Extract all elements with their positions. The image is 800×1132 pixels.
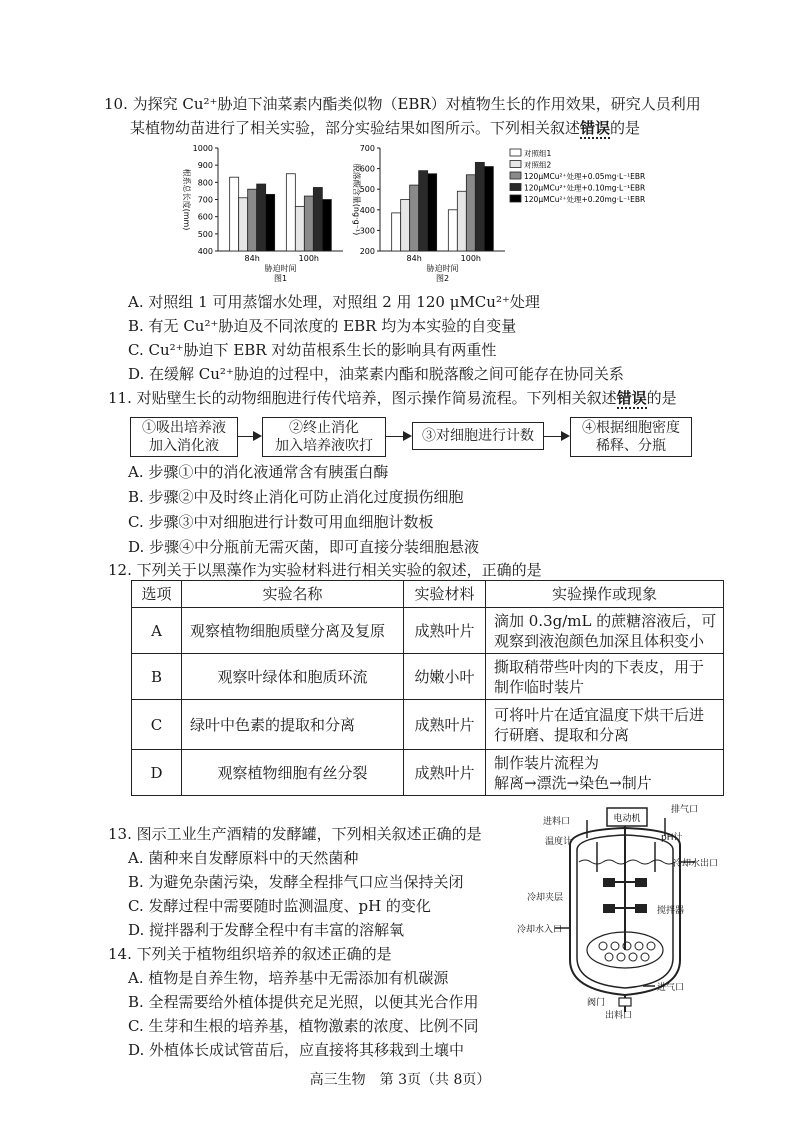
page-footer: 高三生物 第 3页（共 8页） [309,1072,491,1088]
y-tick-label: 400 [197,247,213,256]
q10-stem-line1: 10. 为探究 Cu²⁺胁迫下油菜素内酯类似物（EBR）对植物生长的作用效果，研究人员利用 [104,95,701,113]
bar [304,196,313,251]
q12-stem: 12. 下列关于以黑藻作为实验材料进行相关实验的叙述，正确的是 [108,561,542,579]
q13-stem: 13. 图示工业生产酒精的发酵罐，下列相关叙述正确的是 [108,825,482,843]
flow-step-4 [570,417,692,457]
bar [286,174,295,251]
x-tick-label: 100h [298,254,320,263]
q11-stem-end: 的是 [646,389,677,407]
flow-step-1 [130,417,238,457]
row-operation-line1: 制作装片流程为 [494,753,600,772]
y-tick-label: 700 [197,195,213,205]
label-discharge: 出料口 [605,1011,633,1020]
x-tick-label: 84h [406,254,422,263]
y-tick-label: 300 [359,226,375,236]
chart-fig2 [352,144,505,283]
label-air-in: 进气口 [657,983,685,993]
y-tick-label: 500 [359,185,375,195]
bar [419,171,428,251]
row-operation-line1: 撕取稍带些叶肉的下表皮，用于 [494,657,705,676]
bar [457,191,466,251]
table-header-row [132,581,724,608]
flow-step-4-line1: ④根据细胞密度 [582,420,680,436]
q10-option-b: B. 有无 Cu²⁺胁迫及不同浓度的 EBR 均为本实验的自变量 [128,317,517,335]
bar [230,177,239,251]
row-name: 观察植物细胞有丝分裂 [182,750,404,796]
table-row [132,700,724,750]
x-axis-label: 胁迫时间 [426,264,459,273]
chart-title: 图1 [273,274,288,283]
q13-option-a: A. 菌种来自发酵原料中的天然菌种 [128,849,359,867]
y-tick-label: 600 [197,212,213,222]
q13-option-d: D. 搅拌器利于发酵全程中有丰富的溶解氧 [128,921,405,939]
q14-option-a: A. 植物是自养生物，培养基中无需添加有机碳源 [128,969,449,987]
header-operation: 实验操作或现象 [486,581,724,608]
bar [466,175,475,251]
blade-icon [635,878,647,887]
bar [410,185,419,251]
row-operation-line1: 滴加 0.3g/mL 的蔗糖溶液后，可 [494,611,717,630]
flow-arrow-1 [238,436,260,437]
blade-icon [603,878,615,887]
q10-stem-end: 的是 [610,119,641,137]
flow-step-3 [412,422,544,450]
q13-option-c: C. 发酵过程中需要随时监测温度、pH 的变化 [128,897,431,915]
row-option: C [132,700,182,750]
q10-option-d: D. 在缓解 Cu²⁺胁迫的过程中，油菜素内酯和脱落酸之间可能存在协同关系 [128,365,624,383]
label-cooling-out: 冷却水出口 [673,859,719,869]
legend-label: 120μMCu²⁺处理+0.05mg·L⁻¹EBR [524,172,646,181]
legend-label: 120μMCu²⁺处理+0.20mg·L⁻¹EBR [524,195,646,204]
bar [239,198,248,251]
table-row [132,750,724,796]
fermenter-diagram [515,800,725,1020]
bar [448,210,457,251]
row-name: 观察叶绿体和胞质环流 [182,654,404,700]
bar [266,194,275,251]
legend-label: 对照组2 [524,160,552,170]
q14-option-c: C. 生芽和生根的培养基，植物激素的浓度、比例不同 [128,1017,479,1035]
y-tick-label: 900 [197,161,213,171]
label-feed: 进料口 [543,817,571,827]
bar [313,187,322,251]
row-name: 观察植物细胞质壁分离及复原 [182,608,404,654]
row-material: 成熟叶片 [404,750,486,796]
header-option: 选项 [132,581,182,608]
y-axis-label: 根系总长度(mm) [182,168,191,231]
row-operation [486,608,724,654]
row-option: D [132,750,182,796]
flow-step-2-line2: 加入培养液吹打 [275,438,373,454]
legend-swatch [510,149,521,156]
flow-step-3-line1: ③对细胞进行计数 [422,428,534,444]
label-ph: pH计 [661,833,683,843]
header-name: 实验名称 [182,581,404,608]
legend-swatch [510,161,521,168]
q11-emphasis: 错误 [616,389,647,407]
x-tick-label: 84h [244,254,260,263]
flow-step-2-line1: ②终止消化 [289,420,359,436]
row-operation-line2: 观察到液泡颜色加深且体积变小 [494,631,705,650]
row-operation [486,750,724,796]
row-option: A [132,608,182,654]
flow-step-4-line2: 稀释、分瓶 [596,438,666,454]
legend-swatch [510,184,521,191]
bar [401,200,410,252]
q10-figure [180,143,650,293]
flow-step-1-line2: 加入消化液 [149,438,219,454]
chart-title: 图2 [435,274,450,283]
q10-option-a: A. 对照组 1 可用蒸馏水处理，对照组 2 用 120 μMCu²⁺处理 [128,293,540,311]
valve-icon [619,998,631,1006]
bar [257,184,266,251]
y-tick-label: 400 [359,205,375,215]
y-tick-label: 800 [197,178,213,188]
label-jacket: 冷却夹层 [527,893,564,903]
flow-step-2 [262,417,386,457]
q10-stem-text: 某植物幼苗进行了相关实验，部分实验结果如图所示。下列相关叙述 [130,119,581,137]
bar [322,200,331,252]
q10-stem-line2 [130,118,640,138]
row-name: 绿叶中色素的提取和分离 [182,700,404,750]
label-stirrer: 搅拌器 [657,906,685,916]
row-operation [486,654,724,700]
q12-table [131,580,724,796]
q11-option-c: C. 步骤③中对细胞进行计数可用血细胞计数板 [128,513,434,531]
q13-option-b: B. 为避免杂菌污染，发酵全程排气口应当保持关闭 [128,873,464,891]
blade-icon [603,904,615,913]
bar [484,167,493,251]
flow-arrow-2 [386,436,410,437]
table-row [132,608,724,654]
row-operation-line2: 解离→漂洗→染色→制片 [494,773,652,792]
row-operation-line1: 可将叶片在适宜温度下烘干后进 [494,705,705,724]
label-motor: 电动机 [613,814,641,824]
x-axis-label: 胁迫时间 [264,264,297,273]
label-cooling-in: 冷却水入口 [517,925,563,935]
bar [428,174,437,251]
row-operation-line2: 行研磨、提取和分离 [494,725,630,744]
y-tick-label: 200 [359,247,375,256]
q10-emphasis: 错误 [580,119,611,137]
table-row [132,654,724,700]
q11-stem [108,388,677,408]
label-valve: 阀门 [587,998,606,1008]
row-option: B [132,654,182,700]
q14-option-b: B. 全程需要给外植体提供充足光照，以便其光合作用 [128,993,479,1011]
liquid-level [579,860,675,864]
label-thermometer: 温度计 [545,837,573,847]
bar [295,206,304,251]
q11-option-b: B. 步骤②中及时终止消化可防止消化过度损伤细胞 [128,488,464,506]
bar [475,162,484,251]
legend-label: 120μMCu²⁺处理+0.10mg·L⁻¹EBR [524,183,646,193]
q11-option-a: A. 步骤①中的消化液通常含有胰蛋白酶 [128,463,389,481]
x-tick-label: 100h [460,254,482,263]
row-operation-line2: 制作临时装片 [494,677,585,696]
row-material: 幼嫩小叶 [404,654,486,700]
y-tick-label: 600 [359,164,375,174]
bar [392,213,401,251]
flow-step-1-line1: ①吸出培养液 [142,420,226,436]
y-axis-label: 脱落酸含量(ng·g⁻¹) [352,163,361,236]
blade-icon [635,904,647,913]
row-material: 成熟叶片 [404,608,486,654]
row-material: 成熟叶片 [404,700,486,750]
chart-legend [510,148,645,204]
y-tick-label: 700 [359,144,375,153]
q11-stem-text: 11. 对贴壁生长的动物细胞进行传代培养，图示操作简易流程。下列相关叙述 [108,389,617,407]
q14-stem: 14. 下列关于植物组织培养的叙述正确的是 [108,945,392,963]
flow-arrow-3 [544,436,568,437]
legend-swatch [510,172,521,179]
legend-label: 对照组1 [524,149,552,158]
q14-option-d: D. 外植体长成试管苗后，应直接将其移栽到土壤中 [128,1041,465,1059]
q10-option-c: C. Cu²⁺胁迫下 EBR 对幼苗根系生长的影响具有两重性 [128,341,497,359]
y-tick-label: 500 [197,229,213,239]
chart-fig1 [182,144,343,283]
q11-option-d: D. 步骤④中分瓶前无需灭菌，即可直接分装细胞悬液 [128,538,480,556]
header-material: 实验材料 [404,581,486,608]
row-operation [486,700,724,750]
bar [248,189,257,251]
y-tick-label: 1000 [192,144,213,153]
label-exhaust: 排气口 [671,805,699,815]
legend-swatch [510,195,521,202]
